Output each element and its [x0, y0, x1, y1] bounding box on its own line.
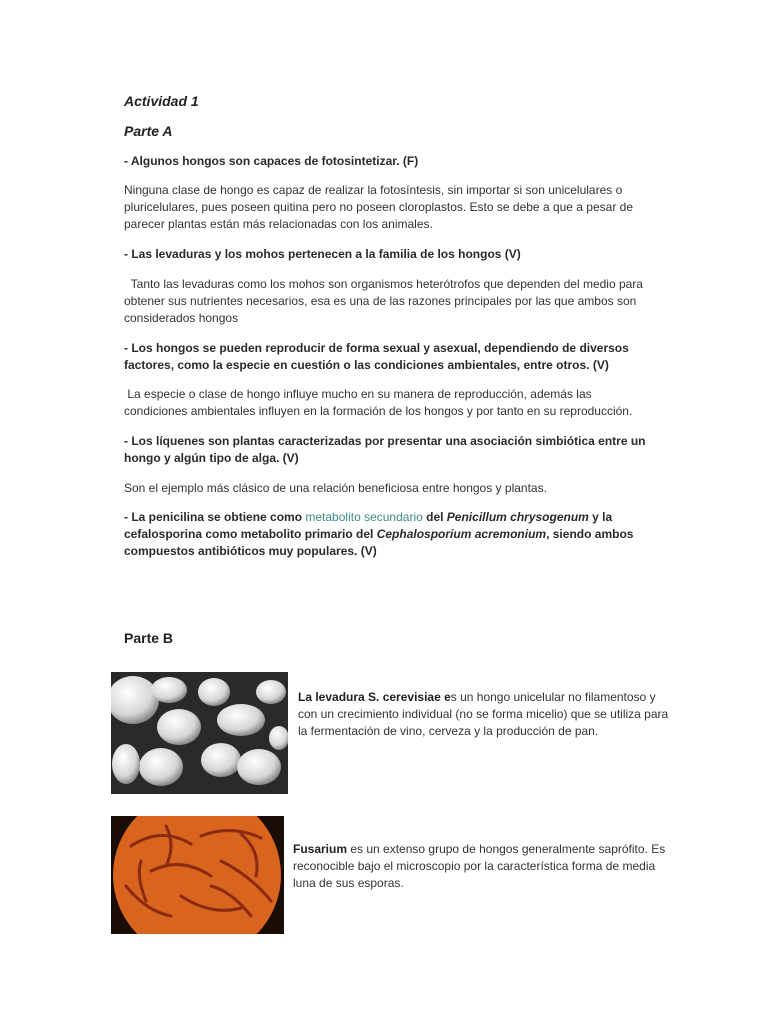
statement-5-part-b: del [422, 510, 447, 524]
statement-1: - Algunos hongos son capaces de fotosintetizar. (F) [124, 154, 419, 168]
answer-3: La especie o clase de hongo influye mucho en su manera de reproducción, además las condiciones ambientales influyen en la formación de los hongos y por tanto en su reproducción. [124, 387, 633, 418]
answer-2: Tanto las levaduras como los mohos son organismos heterótrofos que dependen del medio para obtener sus nutrientes necesarios, esa es una de las razones principales por las que ambos son considerados hongos [124, 277, 647, 325]
fusarium-micrograph-image [111, 816, 284, 934]
cephalosporium-name: Cephalosporium acremonium [376, 527, 547, 541]
statement-2: - Las levaduras y los mohos pertenecen a la familia de los hongos (V) [124, 247, 521, 261]
part-a-heading: Parte A [124, 123, 173, 139]
answer-1: Ninguna clase de hongo es capaz de realizar la fotosíntesis, sin importar si son unicelulares o pluricelulares, pues poseen quitina pero no poseen cloroplastos. Esto se debe a que a pesar de parecer plantas están más relacionadas con los animales. [124, 183, 634, 231]
penicillum-name: Penicillum chrysogenum [446, 510, 589, 524]
statement-5 [124, 509, 654, 560]
statement-3: - Los hongos se pueden reproducir de forma sexual y asexual, dependiendo de diversos factores, como la especie en cuestión o las condiciones ambientales, entre otros. (V) [124, 341, 629, 372]
yeast-description-text: s un hongo unicelular no filamentoso y con un crecimiento individual (no se forma micelio) que se utiliza para la fermentación de vino, cerveza y la producción de pan. [298, 690, 669, 738]
fusarium-description [293, 841, 678, 892]
answer-4: Son el ejemplo más clásico de una relación beneficiosa entre hongos y plantas. [124, 481, 547, 495]
part-b-heading: Parte B [124, 630, 174, 646]
statement-5-part-d: y la cefalosporina como metabolito primario del [124, 510, 613, 541]
yeast-description [298, 689, 678, 740]
activity-title: Actividad 1 [124, 93, 199, 109]
statement-5-part-a: - La penicilina se obtiene como [124, 510, 306, 524]
fusarium-description-bold: Fusarium [293, 842, 348, 856]
yeast-description-bold: La levadura S. cerevisiae e [298, 690, 451, 704]
metabolito-secundario-link[interactable]: metabolito secundario [305, 510, 423, 524]
statement-5-part-f: , siendo ambos compuestos antibióticos muy populares. (V) [124, 527, 634, 558]
yeast-micrograph-image [111, 672, 288, 794]
statement-4: - Los líquenes son plantas caracterizadas por presentar una asociación simbiótica entre un hongo y algún tipo de alga. (V) [124, 434, 646, 465]
fusarium-description-text: es un extenso grupo de hongos generalmente saprófito. Es reconocible bajo el microscopio por la característica forma de media luna de sus esporas. [293, 842, 666, 890]
